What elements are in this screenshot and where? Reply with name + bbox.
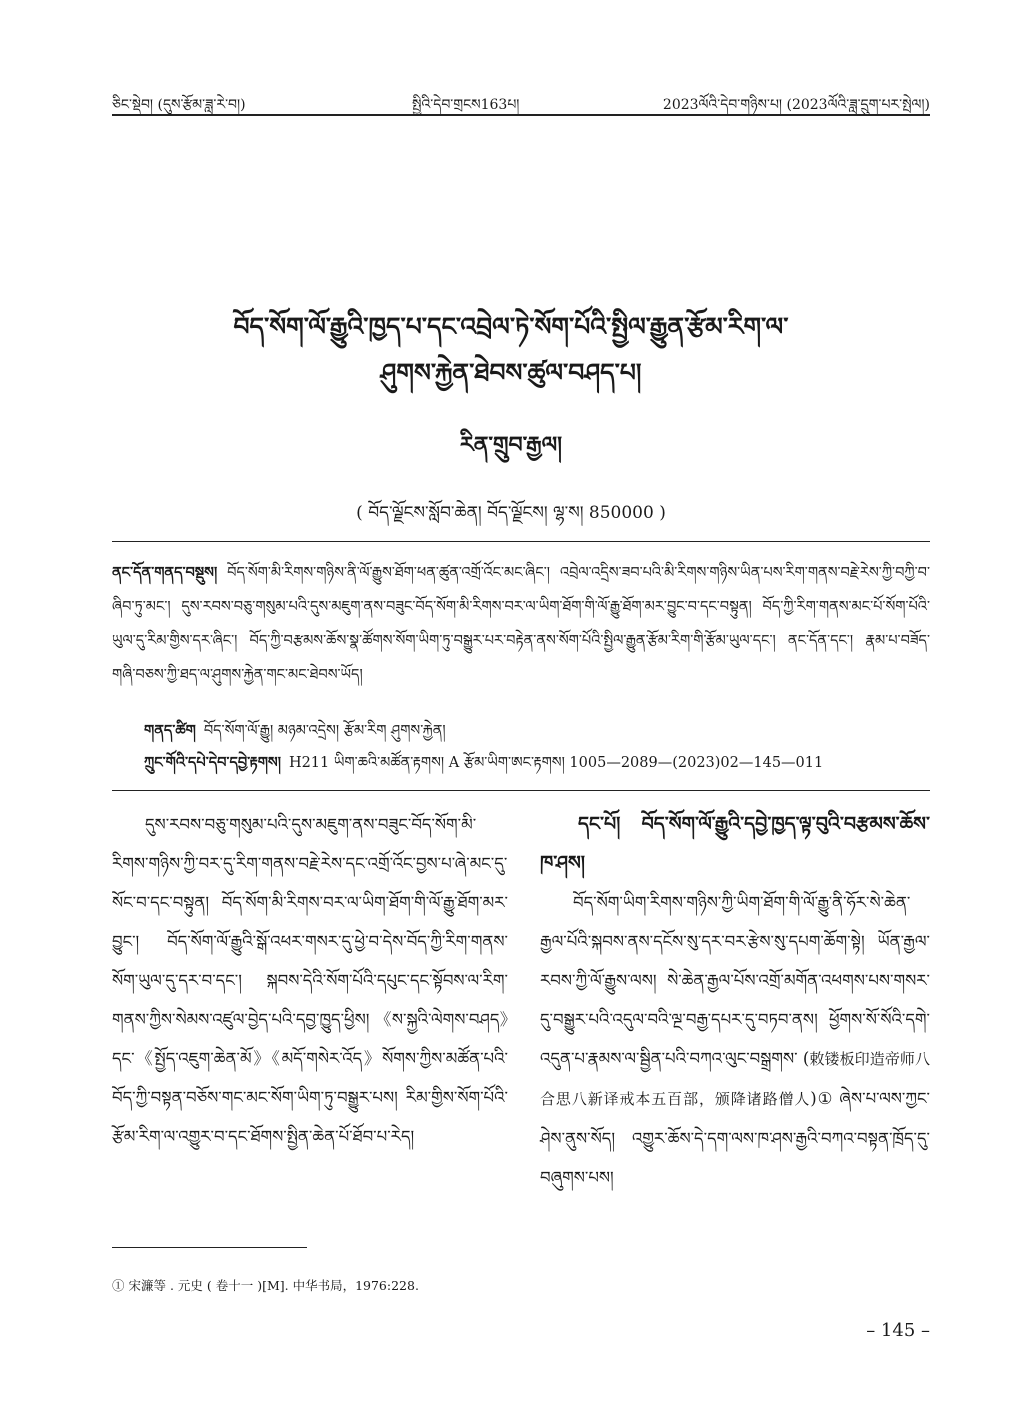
footnote: ① 宋濂等 . 元史 ( 卷十一 )[M]. 中华书局，1976:228. bbox=[112, 1278, 419, 1293]
section-heading: དང་པོ། བོད་སོག་ལོ་རྒྱུའི་དབྱེ་ཁྱད་ལྟ་བུའི་བརྩམས་ཆོས་ཁ་ཤས། bbox=[540, 813, 930, 874]
chinese-quotation: 敕镂板印造帝师八合思八新译戒本五百部，颁降诸路僧人 bbox=[540, 1050, 930, 1108]
header-rule bbox=[112, 114, 930, 116]
author-name: རིན་གྲུབ་རྒྱལ། bbox=[459, 432, 562, 458]
keywords-text: བོད་སོག་ལོ་རྒྱུ། མཉམ་འདྲེས། རྩོམ་རིག ཤུགས་རྐྱེན། bbox=[203, 723, 446, 739]
keywords-label: གནད་ཚིག bbox=[144, 722, 196, 739]
header-issue-date: 2023ལོའི་དེབ་གཉིས་པ། (2023ལོའི་ཟླ་དྲུག་པར་སྤེལ།) bbox=[662, 97, 930, 113]
keywords bbox=[112, 716, 930, 746]
body-paragraph bbox=[540, 883, 930, 1197]
page-number: – 145 – bbox=[866, 1320, 930, 1341]
body-text-end: )① ཞེས་པ་ལས་ཀྱང་ཤེས་ནུས་སོད། འགྱུར་ཆོས་དེ་དག་ལས་ཁ་ཤས་རྒྱའི་བཀའ་བསྟན་ཁྲོད་དུ་བཞུགས་པས། bbox=[540, 1089, 930, 1187]
abstract bbox=[112, 556, 930, 692]
article-title-line-1: བོད་སོག་ལོ་རྒྱུའི་ཁྱད་པ་དང་འབྲེལ་ཏེ་སོག་པོའི་སྤྱིལ་རྒྱུན་རྩོམ་རིག་ལ་ bbox=[233, 312, 789, 341]
classification bbox=[112, 748, 930, 778]
header-journal-name: ཅིང་སྡེབ། (དུས་རྩོམ་ཟླ་རེ་བ།) bbox=[112, 97, 246, 113]
abstract-label: ནང་དོན་གནད་བསྡུས། bbox=[112, 564, 218, 581]
body-text-start: བོད་སོག་ཡིག་རིགས་གཉིས་ཀྱི་ཡིག་ཐོག་གི་ལོ་རྒྱུ་ནི་ཧོར་སེ་ཆེན་རྒྱལ་པོའི་སྐབས་ནས་དངོས་སུ་དར་བར་རྩེས་སུ་དཔག་ཆོག་སྟེ། ཡོན་རྒྱལ་རབས་ཀྱི་ལོ་རྒྱུས་ལས། སེ་ཆེན་རྒྱལ་པོས་འགྲོ་མགོན་འཕགས་པས་གསར་དུ་བསྒྱུར་པའི་འདུལ་བའི་ལྔ་བརྒྱ་དཔར་དུ་བཏབ་ནས། ཕྱོགས་སོ་སོའི་དགེ་འདུན་པ་རྣམས་ལ་སྦྱིན་པའི་བཀའ་ལུང་བསྒྲགས་ ( bbox=[540, 893, 930, 1068]
body-top-rule bbox=[112, 790, 930, 791]
body-column-left bbox=[112, 805, 508, 1156]
classification-label: ཀྲུང་གོའི་དཔེ་དེབ་དབྱེ་རྟགས། bbox=[144, 754, 281, 771]
classification-text: H211 ཡིག་ཆའི་མཚོན་རྟགས། A རྩོམ་ཡིག་ཨང་རྟགས། 1005—2089—(2023)02—145—011 bbox=[288, 755, 824, 771]
footnote-rule bbox=[112, 1247, 307, 1248]
abstract-text: བོད་སོག་མི་རིགས་གཉིས་ནི་ལོ་རྒྱུས་ཐོག་ཕན་ཚུན་འགྲོ་འོང་མང་ཞིང་། འབྲེལ་འདྲིས་ཟབ་པའི་མི་རིགས་གཉིས་ཡིན་པས་རིག་གནས་བརྗེ་རེས་ཀྱི་བཀྱི་བ་ཞིབ་ཏུ་མང་། དུས་རབས་བཅུ་གསུམ་པའི་དུས་མཇུག་ནས་བཟུང་བོད་སོག་མི་རིགས་བར་ལ་ཡིག་ཐོག་གི་ལོ་རྒྱུ་ཐོག་མར་བྱུང་བ་དང་བསྟུན། བོད་ཀྱི་རིག་གནས་མང་པོ་སོག་པོའི་ཡུལ་དུ་རིམ་གྱིས་དར་ཞིང་། བོད་ཀྱི་བརྩམས་ཆོས་སྣ་ཚོགས་སོག་ཡིག་ཏུ་བསྒྱུར་པར་བརྟེན་ནས་སོག་པོའི་སྤྱིལ་རྒྱུན་རྩོམ་རིག་གི་རྩོམ་ཡུལ་དང་། ནང་དོན་དང་། རྣམ་པ་བཟོད་གཞི་བཅས་ཀྱི་ཐད་ལ་ཤུགས་རྐྱེན་གང་མང་ཐེབས་ཡོད། bbox=[112, 565, 930, 683]
body-paragraph: དུས་རབས་བཅུ་གསུམ་པའི་དུས་མཇུག་ནས་བཟུང་བོད་སོག་མི་རིགས་གཉིས་ཀྱི་བར་དུ་རིག་གནས་བརྗེ་རེས་དང་འགྲོ་འོང་བྱས་པ་ཞེ་མང་དུ་སོང་བ་དང་བསྟུན། བོད་སོག་མི་རིགས་བར་ལ་ཡིག་ཐོག་གི་ལོ་རྒྱུ་ཐོག་མར་བྱུང་། བོད་སོག་ལོ་རྒྱུའི་སྒོ་འཕར་གསར་དུ་ཕྱེ་བ་དེས་བོད་ཀྱི་རིག་གནས་སོག་ཡུལ་དུ་དར་བ་དང་། སྐབས་དེའི་སོག་པོའི་དཔུང་དང་སྟོབས་ལ་རིག་གནས་ཀྱིས་སེམས་འཛུལ་བྱེད་པའི་དབྱ་ཁྱུད་ཕྱིས། 《ས་སྐྱའི་ལེགས་བཤད》དང་《སྤྱོད་འཇུག་ཆེན་མོ》《མདོ་གསེར་འོད》སོགས་ཀྱིས་མཚོན་པའི་བོད་ཀྱི་བསྟན་བཅོས་གང་མང་སོག་ཡིག་ཏུ་བསྒྱུར་པས། རིམ་གྱིས་སོག་པོའི་རྩོམ་རིག་ལ་འགྱུར་བ་དང་ཐོགས་སྤྱིན་ཆེན་པོ་ཐོབ་པ་རེད། bbox=[112, 815, 508, 1146]
author-affiliation: ( བོད་ལྗོངས་སློབ་ཆེན། བོད་ལྗོངས། ལྷ་ས། 850000 ) bbox=[356, 503, 666, 523]
article-title-line-2: ཤུགས་རྐྱེན་ཐེབས་ཚུལ་བཤད་པ། bbox=[380, 358, 642, 387]
abstract-top-rule bbox=[112, 541, 930, 542]
body-column-right bbox=[540, 805, 930, 1197]
header-issue-total: སྤྱིའི་དེབ་གྲངས163པ། bbox=[412, 97, 520, 113]
running-header bbox=[112, 88, 930, 114]
